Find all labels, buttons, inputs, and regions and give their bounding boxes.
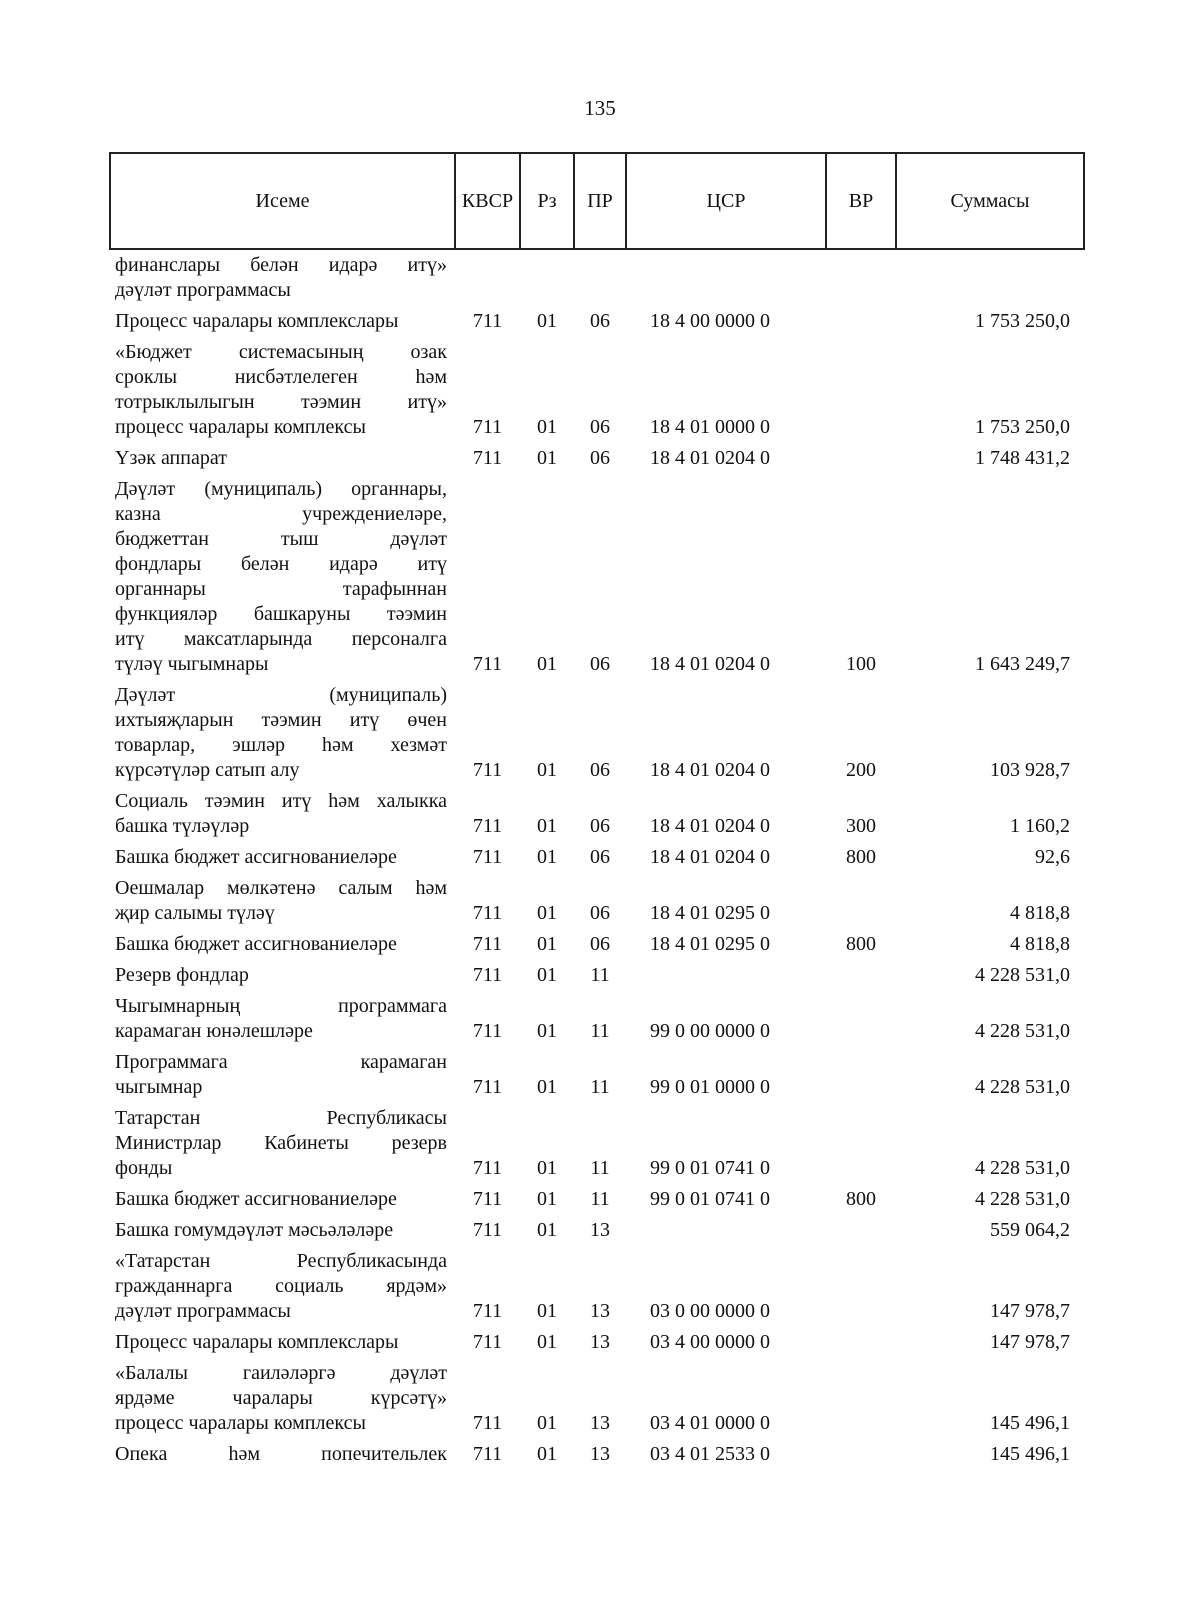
row-name-line: Резерв фондлар [115,964,249,986]
row-name [110,1358,455,1439]
row-name-line: функцияләр башкаруны тәэмин [115,603,447,625]
table-row [110,337,1084,443]
row-vr [826,960,896,991]
row-kvsr: 711 [472,1188,503,1210]
row-name-line: процесс чаралары комплексы [115,1412,366,1434]
row-vr [826,1439,896,1470]
header-sum: Суммасы [896,153,1084,249]
row-csr: 18 4 01 0204 0 [650,759,770,781]
table-row [110,306,1084,337]
row-name-line: Министрлар Кабинеты резерв [115,1132,447,1154]
row-name [110,929,455,960]
row-sum [896,249,1084,306]
row-sum: 559 064,2 [990,1219,1070,1241]
row-csr: 18 4 00 0000 0 [650,310,770,332]
row-name-line: Дәүләт (муниципаль) [115,684,447,706]
row-rz: 01 [537,1219,557,1241]
row-name-line: казна учреждениеләре, [115,503,447,525]
table-row [110,249,1084,306]
row-name-line: гражданнарга социаль ярдәм» [115,1275,447,1297]
row-name [110,1047,455,1103]
row-rz: 01 [537,846,557,868]
row-csr [626,249,826,306]
row-kvsr: 711 [472,815,503,837]
row-rz: 01 [537,447,557,469]
row-name-line: Программага карамаган [115,1051,447,1073]
row-kvsr: 711 [472,1157,503,1179]
row-csr: 18 4 01 0295 0 [650,902,770,924]
row-rz: 01 [537,416,557,438]
row-kvsr: 711 [472,846,503,868]
row-name-line: Башка бюджет ассигнованиеләре [115,933,397,955]
row-name [110,1246,455,1327]
row-name-line: Башка бюджет ассигнованиеләре [115,846,397,868]
table-row [110,1184,1084,1215]
row-rz: 01 [537,1300,557,1322]
row-rz: 01 [537,310,557,332]
header-pr: ПР [574,153,626,249]
row-vr [826,1047,896,1103]
row-pr: 13 [590,1331,610,1353]
row-rz: 01 [537,1020,557,1042]
row-name [110,1215,455,1246]
row-vr [826,1215,896,1246]
row-sum: 4 228 531,0 [975,1020,1070,1042]
row-name-line: товарлар, эшләр һәм хезмәт [115,734,447,756]
row-name-line: башка түләүләр [115,815,250,837]
row-name-line: ихтыяҗларын тәэмин итү өчен [115,709,447,731]
row-name [110,474,455,680]
row-vr: 100 [846,653,876,675]
row-kvsr: 711 [472,1219,503,1241]
row-sum: 103 928,7 [990,759,1070,781]
row-name [110,680,455,786]
row-vr: 800 [846,846,876,868]
row-name-line: Чыгымнарның программага [115,995,447,1017]
row-name-line: дәүләт программасы [115,1300,291,1322]
row-pr: 13 [590,1443,610,1465]
page-number: 135 [584,96,616,120]
row-rz: 01 [537,653,557,675]
row-name [110,337,455,443]
row-name-line: Опека һәм попечительлек [115,1443,447,1465]
row-sum: 147 978,7 [990,1331,1070,1353]
row-rz: 01 [537,1188,557,1210]
row-sum: 1 753 250,0 [975,310,1070,332]
row-vr: 300 [846,815,876,837]
row-name-line: чыгымнар [115,1076,203,1098]
table-row [110,443,1084,474]
row-pr: 06 [590,846,610,868]
row-sum: 4 818,8 [1010,902,1070,924]
row-sum: 92,6 [1035,846,1070,868]
table-row [110,842,1084,873]
row-name-line: Социаль тәэмин итү һәм халыкка [115,790,447,812]
row-rz: 01 [537,902,557,924]
row-sum: 4 228 531,0 [975,1076,1070,1098]
row-name-line: дәүләт программасы [115,279,291,301]
row-pr: 06 [590,902,610,924]
row-name [110,1327,455,1358]
row-kvsr: 711 [472,964,503,986]
table-row [110,474,1084,680]
row-rz: 01 [537,815,557,837]
row-sum: 145 496,1 [990,1412,1070,1434]
row-csr: 03 4 01 2533 0 [650,1443,770,1465]
row-name-line: җир салымы түләү [115,902,275,924]
row-pr: 06 [590,416,610,438]
row-name [110,1439,455,1470]
row-csr: 18 4 01 0204 0 [650,846,770,868]
row-csr: 18 4 01 0204 0 [650,653,770,675]
row-kvsr: 711 [472,653,503,675]
row-sum: 4 818,8 [1010,933,1070,955]
row-kvsr: 711 [472,1076,503,1098]
row-csr: 18 4 01 0000 0 [650,416,770,438]
row-rz: 01 [537,933,557,955]
row-name [110,873,455,929]
row-csr: 99 0 00 0000 0 [650,1020,770,1042]
row-kvsr: 711 [472,1443,503,1465]
table-row [110,991,1084,1047]
row-pr: 13 [590,1300,610,1322]
table-row [110,1246,1084,1327]
row-pr [574,249,626,306]
row-name-line: Процесс чаралары комплекслары [115,1331,399,1353]
row-name-line: итү максатларында персоналга [115,628,447,650]
row-name-line: Үзәк аппарат [115,447,227,469]
header-name: Исеме [110,153,455,249]
row-name [110,1184,455,1215]
row-pr: 06 [590,815,610,837]
row-pr: 11 [590,1157,610,1179]
row-kvsr [455,249,520,306]
table-row [110,960,1084,991]
table-row [110,1439,1084,1470]
row-name-line: сроклы нисбәтлелеген һәм [115,366,447,388]
row-kvsr: 711 [472,902,503,924]
row-name [110,249,455,306]
row-name-line: ярдәме чаралары күрсәтү» [115,1387,447,1409]
row-csr: 99 0 01 0741 0 [650,1157,770,1179]
row-vr: 200 [846,759,876,781]
row-sum: 1 643 249,7 [975,653,1070,675]
row-name-line: фонды [115,1157,173,1179]
row-name-line: Башка бюджет ассигнованиеләре [115,1188,397,1210]
row-rz: 01 [537,1443,557,1465]
row-name [110,842,455,873]
row-sum: 1 748 431,2 [975,447,1070,469]
row-vr [826,443,896,474]
row-name-line: түләү чыгымнары [115,653,269,675]
header-vr: ВР [826,153,896,249]
row-kvsr: 711 [472,416,503,438]
header-csr: ЦСР [626,153,826,249]
table-row [110,1327,1084,1358]
row-name-line: «Бюджет системасының озак [115,341,447,363]
row-kvsr: 711 [472,310,503,332]
table-row [110,1047,1084,1103]
row-name-line: «Балалы гаиләләргә дәүләт [115,1362,447,1384]
row-rz: 01 [537,1076,557,1098]
table-row [110,873,1084,929]
row-vr [826,249,896,306]
row-name [110,306,455,337]
row-sum: 4 228 531,0 [975,1157,1070,1179]
row-pr: 13 [590,1219,610,1241]
table-row [110,1103,1084,1184]
row-vr [826,306,896,337]
row-sum: 145 496,1 [990,1443,1070,1465]
row-csr [626,960,826,991]
row-pr: 13 [590,1412,610,1434]
row-sum: 4 228 531,0 [975,1188,1070,1210]
table-body [110,249,1084,1470]
row-vr [826,337,896,443]
row-pr: 11 [590,1188,610,1210]
row-csr: 03 4 01 0000 0 [650,1412,770,1434]
row-csr [626,1215,826,1246]
row-pr: 06 [590,933,610,955]
row-rz: 01 [537,964,557,986]
row-name-line: тотрыклылыгын тәэмин итү» [115,391,447,413]
table-row [110,929,1084,960]
row-csr: 99 0 01 0000 0 [650,1076,770,1098]
row-vr [826,1358,896,1439]
row-vr: 800 [846,933,876,955]
row-rz: 01 [537,1157,557,1179]
row-name-line: Дәүләт (муниципаль) органнары, [115,478,447,500]
row-name [110,960,455,991]
row-sum: 1 753 250,0 [975,416,1070,438]
row-pr: 06 [590,447,610,469]
row-csr: 18 4 01 0204 0 [650,447,770,469]
row-kvsr: 711 [472,1412,503,1434]
row-vr [826,873,896,929]
row-pr: 06 [590,310,610,332]
row-kvsr: 711 [472,1300,503,1322]
row-name-line: Оешмалар мөлкәтенә салым һәм [115,877,447,899]
row-name-line: Процесс чаралары комплекслары [115,310,399,332]
row-name-line: Башка гомумдәүләт мәсьәләләре [115,1219,394,1241]
row-rz [520,249,574,306]
row-pr: 11 [590,1020,610,1042]
row-name-line: процесс чаралары комплексы [115,416,366,438]
header-rz: Рз [520,153,574,249]
row-pr: 11 [590,1076,610,1098]
row-vr [826,1246,896,1327]
row-vr [826,991,896,1047]
row-vr [826,1327,896,1358]
row-name [110,443,455,474]
row-csr: 03 4 00 0000 0 [650,1331,770,1353]
row-vr: 800 [846,1188,876,1210]
row-name-line: финанслары белән идарә итү» [115,254,447,276]
row-csr: 18 4 01 0204 0 [650,815,770,837]
row-kvsr: 711 [472,933,503,955]
row-name-line: күрсәтүләр сатып алу [115,759,300,781]
row-sum: 1 160,2 [1010,815,1070,837]
row-rz: 01 [537,1412,557,1434]
row-name [110,1103,455,1184]
table-header [110,153,1084,249]
row-pr: 11 [590,964,610,986]
table-row [110,786,1084,842]
row-sum: 4 228 531,0 [975,964,1070,986]
row-name [110,786,455,842]
table-row [110,1358,1084,1439]
row-kvsr: 711 [472,759,503,781]
budget-table [109,152,1085,1470]
row-name-line: Татарстан Республикасы [115,1107,447,1129]
row-csr: 18 4 01 0295 0 [650,933,770,955]
row-name-line: фондлары белән идарә итү [115,553,447,575]
table-row [110,1215,1084,1246]
row-kvsr: 711 [472,1331,503,1353]
table-row [110,680,1084,786]
row-kvsr: 711 [472,447,503,469]
row-csr: 03 0 00 0000 0 [650,1300,770,1322]
row-name-line: карамаган юнәлешләре [115,1020,313,1042]
row-name [110,991,455,1047]
row-rz: 01 [537,759,557,781]
row-csr: 99 0 01 0741 0 [650,1188,770,1210]
row-name-line: «Татарстан Республикасында [115,1250,447,1272]
row-pr: 06 [590,653,610,675]
row-name-line: бюджеттан тыш дәүләт [115,528,447,550]
row-sum: 147 978,7 [990,1300,1070,1322]
row-kvsr: 711 [472,1020,503,1042]
row-vr [826,1103,896,1184]
header-kvsr: КВСР [455,153,520,249]
row-pr: 06 [590,759,610,781]
row-rz: 01 [537,1331,557,1353]
row-name-line: органнары тарафыннан [115,578,447,600]
